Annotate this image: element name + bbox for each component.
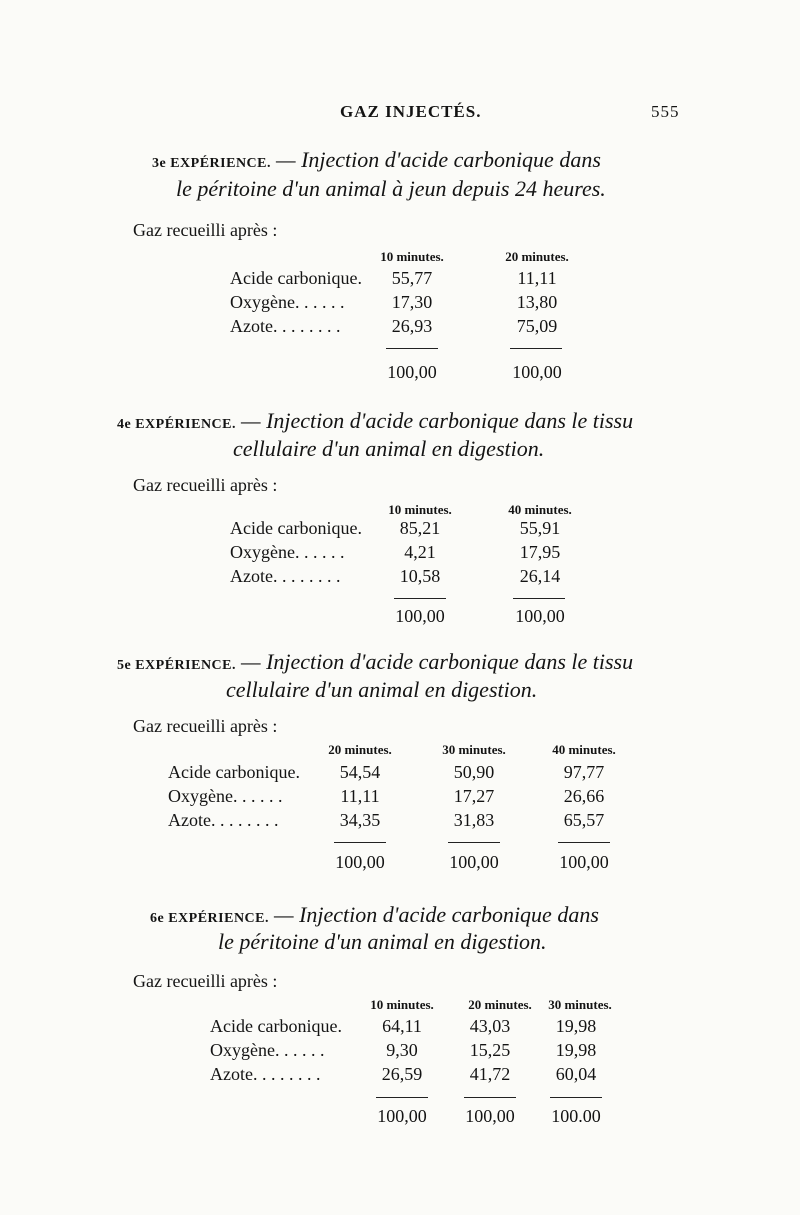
- table-cell: 55,77: [391, 268, 433, 288]
- row-label: Oxygène. . . . . .: [168, 786, 283, 806]
- table-cell: 54,54: [339, 762, 381, 782]
- column-header: 40 minutes.: [552, 742, 616, 757]
- running-head: GAZ INJECTÉS.: [340, 102, 482, 121]
- experience-5-title-cont: cellulaire d'un animal en digestion.: [226, 677, 538, 702]
- column-header: 10 minutes.: [380, 249, 444, 264]
- table-cell: 9,30: [386, 1040, 418, 1060]
- row-label: Azote. . . . . . . .: [168, 810, 279, 830]
- table-cell: 26,93: [391, 316, 433, 336]
- sum-rule: [386, 348, 438, 349]
- total-cell: 100.00: [551, 1106, 601, 1126]
- row-label: Oxygène. . . . . .: [230, 292, 345, 312]
- table-cell: 17,30: [391, 292, 433, 312]
- row-label: Oxygène. . . . . .: [210, 1040, 325, 1060]
- experience-title: — Injection d'acide carbonique dans: [276, 147, 601, 172]
- total-cell: 100,00: [559, 852, 609, 872]
- column-header: 20 minutes.: [505, 249, 569, 264]
- table-cell: 55,91: [519, 518, 561, 538]
- table-cell: 19,98: [555, 1016, 597, 1036]
- column-header: 10 minutes.: [370, 997, 434, 1012]
- experience-4-heading: [117, 408, 633, 434]
- row-label: Oxygène. . . . . .: [230, 542, 345, 562]
- table-cell: 65,57: [563, 810, 605, 830]
- total-cell: 100,00: [387, 362, 437, 382]
- experience-3-heading: [152, 147, 601, 173]
- sum-rule: [550, 1097, 602, 1098]
- table-cell: 50,90: [453, 762, 495, 782]
- column-header: 40 minutes.: [508, 502, 572, 517]
- table-cell: 19,98: [555, 1040, 597, 1060]
- sum-rule: [510, 348, 562, 349]
- experience-6-heading: [150, 902, 599, 928]
- experience-label: 4e EXPÉRIENCE.: [117, 417, 237, 432]
- experience-label: 6e EXPÉRIENCE.: [150, 911, 270, 926]
- table-cell: 17,27: [453, 786, 495, 806]
- table-cell: 13,80: [516, 292, 558, 312]
- gaz-label: Gaz recueilli après :: [133, 716, 278, 736]
- column-header: 30 minutes.: [442, 742, 506, 757]
- table-cell: 85,21: [399, 518, 441, 538]
- column-header: 20 minutes.: [328, 742, 392, 757]
- experience-5-heading: [117, 649, 633, 675]
- column-header: 10 minutes.: [388, 502, 452, 517]
- row-label: Acide carbonique.: [168, 762, 300, 782]
- experience-6-title-cont: le péritoine d'un animal en digestion.: [218, 929, 547, 954]
- table-cell: 41,72: [469, 1064, 511, 1084]
- row-label: Acide carbonique.: [230, 518, 362, 538]
- total-cell: 100,00: [512, 362, 562, 382]
- gaz-label: Gaz recueilli après :: [133, 971, 278, 991]
- table-cell: 11,11: [517, 268, 557, 288]
- total-cell: 100,00: [515, 606, 565, 626]
- total-cell: 100,00: [395, 606, 445, 626]
- sum-rule: [513, 598, 565, 599]
- table-cell: 26,66: [563, 786, 605, 806]
- table-cell: 64,11: [382, 1016, 422, 1036]
- experience-title: — Injection d'acide carbonique dans le tissu: [241, 408, 634, 433]
- table-cell: 10,58: [399, 566, 441, 586]
- experience-label: 3e EXPÉRIENCE.: [152, 156, 272, 171]
- table-cell: 60,04: [555, 1064, 597, 1084]
- row-label: Azote. . . . . . . .: [230, 566, 341, 586]
- column-header: 30 minutes.: [548, 997, 612, 1012]
- table-cell: 26,59: [381, 1064, 423, 1084]
- table-cell: 4,21: [404, 542, 436, 562]
- row-label: Acide carbonique.: [210, 1016, 342, 1036]
- table-cell: 17,95: [519, 542, 561, 562]
- table-cell: 15,25: [469, 1040, 511, 1060]
- row-label: Acide carbonique.: [230, 268, 362, 288]
- row-label: Azote. . . . . . . .: [230, 316, 341, 336]
- row-label: Azote. . . . . . . .: [210, 1064, 321, 1084]
- sum-rule: [464, 1097, 516, 1098]
- sum-rule: [448, 842, 500, 843]
- table-cell: 31,83: [453, 810, 495, 830]
- experience-3-title-cont: le péritoine d'un animal à jeun depuis 24 heures.: [176, 176, 606, 201]
- table-cell: 43,03: [469, 1016, 511, 1036]
- sum-rule: [334, 842, 386, 843]
- table-cell: 75,09: [516, 316, 558, 336]
- sum-rule: [558, 842, 610, 843]
- experience-label: 5e EXPÉRIENCE.: [117, 658, 237, 673]
- total-cell: 100,00: [449, 852, 499, 872]
- total-cell: 100,00: [377, 1106, 427, 1126]
- experience-4-title-cont: cellulaire d'un animal en digestion.: [233, 436, 545, 461]
- table-cell: 97,77: [563, 762, 605, 782]
- experience-title: — Injection d'acide carbonique dans: [274, 902, 599, 927]
- experience-title: — Injection d'acide carbonique dans le tissu: [241, 649, 634, 674]
- table-cell: 26,14: [519, 566, 561, 586]
- page-number: 555: [651, 102, 680, 121]
- total-cell: 100,00: [465, 1106, 515, 1126]
- table-cell: 11,11: [340, 786, 380, 806]
- column-header: 20 minutes.: [468, 997, 532, 1012]
- gaz-label: Gaz recueilli après :: [133, 475, 278, 495]
- sum-rule: [394, 598, 446, 599]
- gaz-label: Gaz recueilli après :: [133, 220, 278, 240]
- sum-rule: [376, 1097, 428, 1098]
- total-cell: 100,00: [335, 852, 385, 872]
- table-cell: 34,35: [339, 810, 381, 830]
